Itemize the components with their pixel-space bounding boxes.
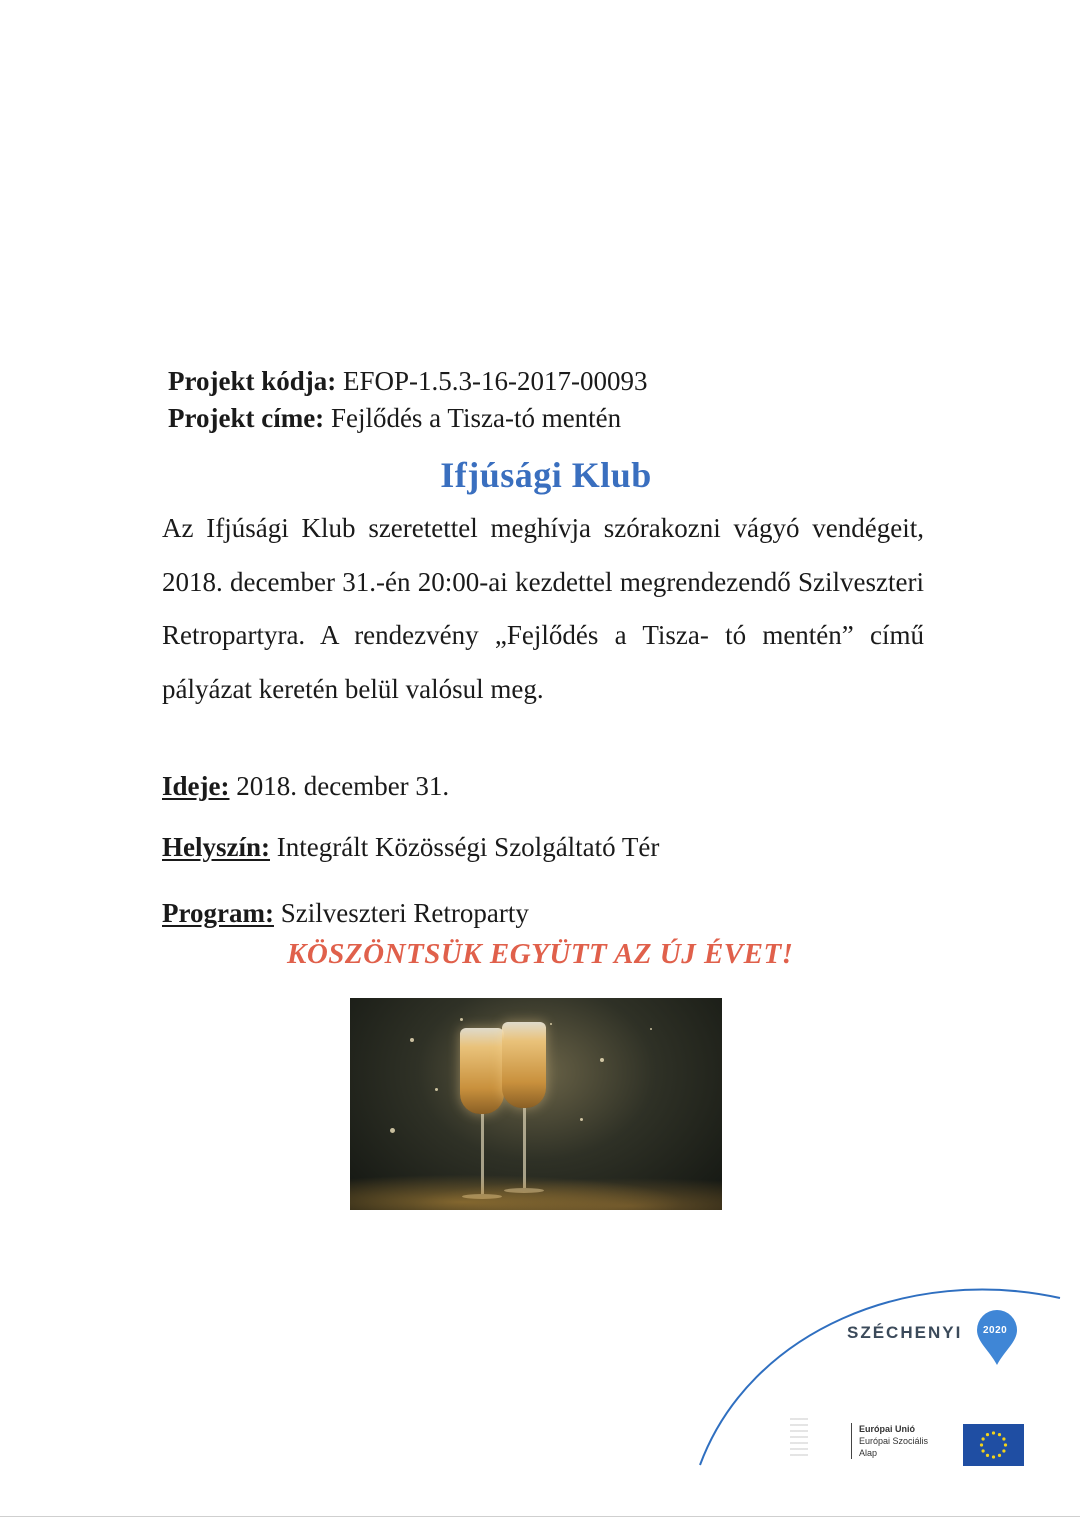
szechenyi-logo-text: SZÉCHENYI [847,1323,963,1342]
gold-ribbon [350,1170,722,1210]
program-value: Szilveszteri Retroparty [280,898,529,928]
page-bottom-edge [0,1516,1080,1517]
sparkle [390,1128,395,1133]
location-pin-icon [975,1310,1019,1366]
sparkle [580,1118,583,1121]
project-code-label: Projekt kódja: [168,366,337,396]
program-label: Program: [162,898,274,928]
time-label: Ideje: [162,771,230,801]
champagne-glasses-photo [350,998,722,1210]
sparkle [435,1088,438,1091]
place-value: Integrált Közösségi Szolgáltató Tér [276,832,660,862]
faint-logo-mark [790,1418,808,1458]
project-code-line [168,366,648,397]
project-title-line [168,403,621,434]
program-line [162,898,529,929]
project-title-value: Fejlődés a Tisza-tó mentén [330,403,622,433]
place-line [162,832,659,863]
eu-line-2: Európai Szociális [859,1436,929,1446]
eu-flag-icon [963,1424,1024,1466]
eu-line-3: Alap [859,1448,878,1458]
sparkle [410,1038,414,1042]
szechenyi-arc [690,1270,1080,1527]
champagne-glass-left [460,1028,504,1114]
time-value: 2018. december 31. [236,771,450,801]
time-line [162,771,449,802]
szechenyi-year: 2020 [983,1325,1008,1336]
invitation-paragraph: Az Ifjúsági Klub szeretettel meghívja szórakozni vágyó vendégeit, 2018. december 31.-én 20:00-ai kezdettel megrendezendő Szilveszteri Retropartyra. A rendezvény „Fejlődés a Tisza- tó mentén” című pályázat keretén belül valósul meg. [162,513,924,704]
project-code-value: EFOP-1.5.3-16-2017-00093 [343,366,648,396]
eu-stars-icon [963,1424,1024,1466]
sparkle [460,1018,463,1021]
page-title: Ifjúsági Klub [440,455,652,495]
eu-fund-text [851,1423,928,1459]
champagne-glass-right [502,1022,546,1108]
new-year-greeting: KÖSZÖNTSÜK EGYÜTT AZ ÚJ ÉVET! [287,938,794,970]
project-title-label: Projekt címe: [168,403,325,433]
sparkle [600,1058,604,1062]
eu-line-1: Európai Unió [859,1424,915,1434]
sparkle [650,1028,652,1030]
sparkle [550,1023,552,1025]
place-label: Helyszín: [162,832,270,862]
